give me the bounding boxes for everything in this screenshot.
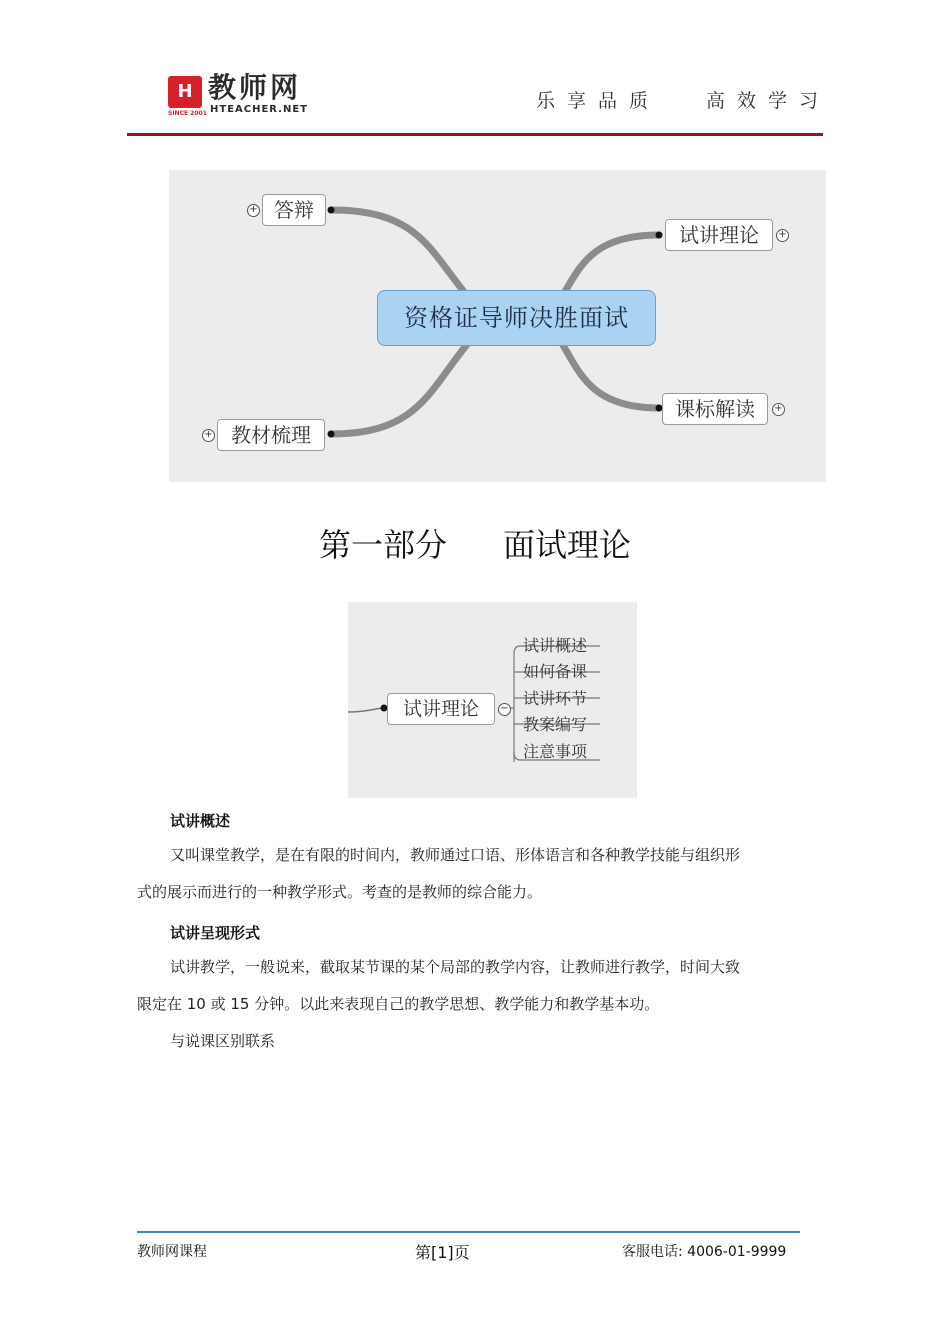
expand-trial-theory-icon[interactable]: + (776, 229, 789, 242)
part-title: 面试理论 (503, 526, 632, 564)
footer-phone: 客服电话: 4006-01-9999 (622, 1244, 787, 1260)
logo-since: SINCE 2001 (168, 110, 207, 117)
part-heading (0, 520, 950, 566)
mindmap-center-node[interactable]: 资格证导师决胜面试 (377, 290, 656, 346)
sub-item-notes[interactable]: 注意事项 (523, 742, 588, 761)
expand-curriculum-icon[interactable]: + (772, 403, 785, 416)
mindmap-sub (348, 602, 637, 798)
expand-defense-icon[interactable]: + (247, 204, 260, 217)
section-heading-format: 试讲呈现形式 (170, 924, 261, 942)
logo-mark (168, 76, 202, 108)
section-overview-line1: 又叫课堂教学，是在有限的时间内，教师通过口语、形体语言和各种教学技能与组织形 (170, 846, 741, 864)
sub-item-preparation[interactable]: 如何备课 (523, 662, 588, 681)
mindmap-main (169, 170, 826, 482)
part-label: 第一部分 (318, 526, 447, 564)
sub-item-stages[interactable]: 试讲环节 (523, 689, 588, 708)
mindmap-node-trial-theory[interactable]: 试讲理论 (665, 219, 773, 251)
logo-brand: 教师网 (208, 71, 302, 104)
mindmap-sub-node[interactable]: 试讲理论 (387, 693, 495, 725)
footer-divider (137, 1231, 800, 1233)
footer-course: 教师网课程 (137, 1244, 207, 1260)
collapse-icon[interactable]: − (498, 703, 511, 716)
mindmap-node-textbook[interactable]: 教材梳理 (217, 419, 325, 451)
section-heading-overview: 试讲概述 (170, 812, 231, 830)
section-overview-line2: 式的展示而进行的一种教学形式。考查的是教师的综合能力。 (137, 883, 543, 901)
slogan-right: 高效学习 (706, 90, 831, 112)
mindmap-node-curriculum[interactable]: 课标解读 (662, 393, 768, 425)
section-format-line2: 限定在 10 或 15 分钟。以此来表现自己的教学思想、教学能力和教学基本功。 (137, 995, 660, 1013)
logo-domain: HTEACHER.NET (210, 104, 309, 115)
footer-page-number: 第[1]页 (415, 1243, 470, 1262)
slogan-left: 乐享品质 (536, 90, 661, 112)
expand-textbook-icon[interactable]: + (202, 429, 215, 442)
section-format-line1: 试讲教学，一般说来，截取某节课的某个局部的教学内容，让教师进行教学，时间大致 (170, 958, 741, 976)
sub-item-overview[interactable]: 试讲概述 (523, 636, 588, 655)
sub-item-lesson-plan[interactable]: 教案编写 (523, 715, 588, 734)
header-divider (127, 133, 823, 136)
section-comparison: 与说课区别联系 (170, 1032, 276, 1050)
mindmap-node-defense[interactable]: 答辩 (262, 194, 326, 226)
logo-glyph: H (177, 81, 193, 102)
